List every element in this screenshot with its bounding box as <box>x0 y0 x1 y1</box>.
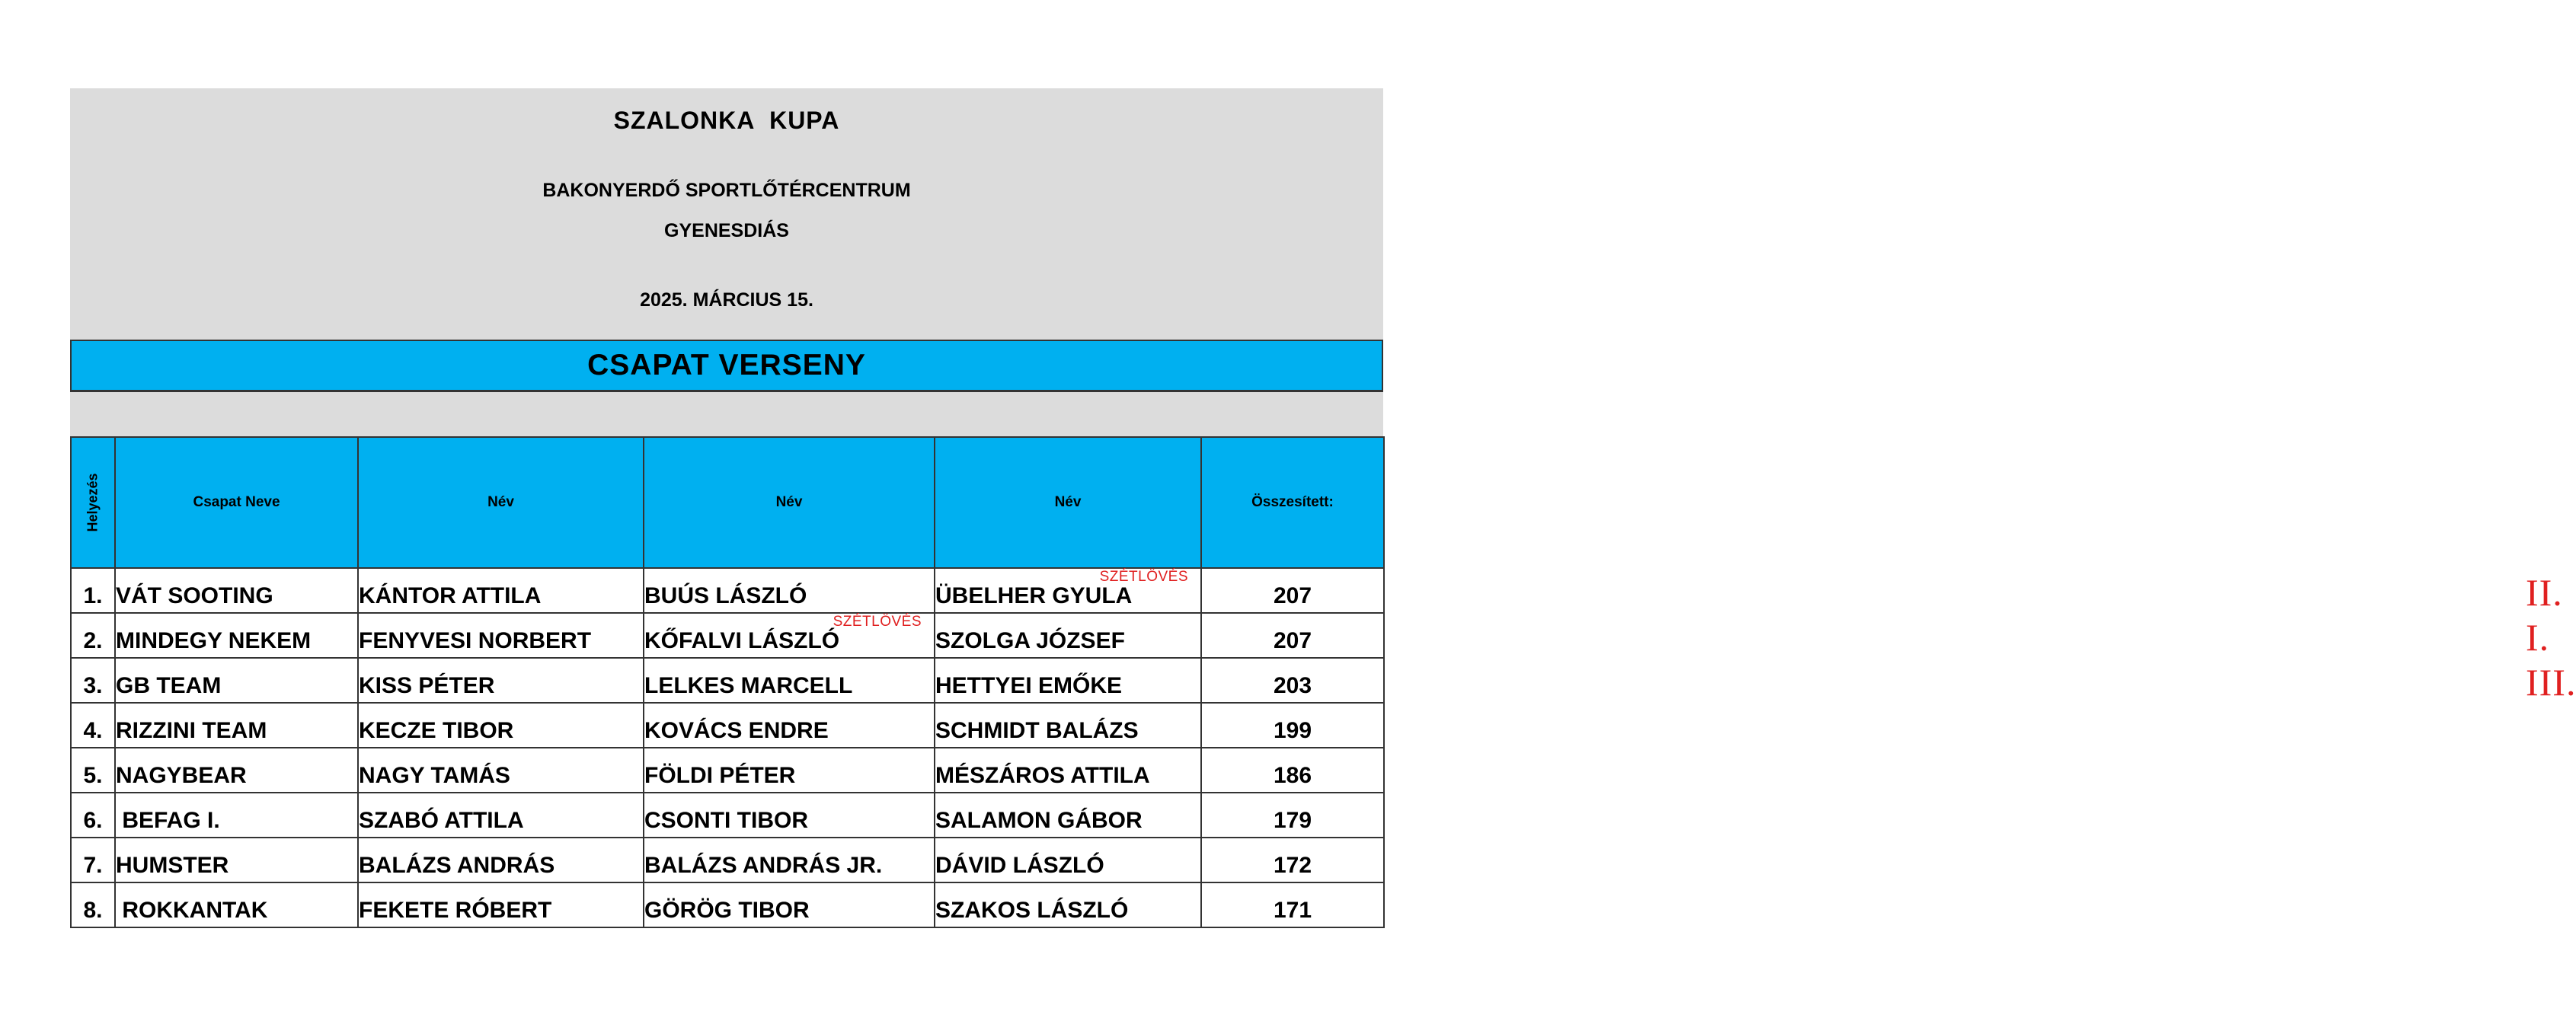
member-cell: CSONTI TIBOR <box>644 793 935 838</box>
total-cell: 171 <box>1201 882 1384 927</box>
venue-place: GYENESDIÁS <box>664 220 789 241</box>
shoot-off-note: SZÉTLÖVÉS <box>833 614 922 630</box>
member-cell: SZABÓ ATTILA <box>358 793 644 838</box>
rank-cell: 1. <box>71 568 115 613</box>
total-cell: 186 <box>1201 748 1384 793</box>
venue-name: BAKONYERDŐ SPORTLŐTÉRCENTRUM <box>542 180 911 201</box>
table-row <box>71 793 1384 838</box>
rank-cell: 3. <box>71 658 115 703</box>
page-title: SZALONKA KUPA <box>613 107 840 134</box>
column-header-name-3: Név <box>935 437 1201 568</box>
member-name: KŐFALVI LÁSZLÓ <box>644 628 840 653</box>
table-row <box>71 658 1384 703</box>
total-cell: 172 <box>1201 838 1384 882</box>
total-cell <box>1201 658 2576 704</box>
results-table <box>70 436 2576 928</box>
total-score: 203 <box>1273 673 1312 698</box>
member-cell: BUÚS LÁSZLÓ <box>644 568 935 613</box>
member-cell <box>644 613 935 658</box>
shoot-off-note: SZÉTLÖVÉS <box>1099 569 1188 585</box>
event-date: 2025. MÁRCIUS 15. <box>640 289 813 311</box>
member-cell: SZAKOS LÁSZLÓ <box>935 882 1201 927</box>
table-row <box>71 613 1384 658</box>
table-row <box>71 838 1384 882</box>
member-cell: GÖRÖG TIBOR <box>644 882 935 927</box>
header-block <box>70 88 1383 340</box>
member-cell: BALÁZS ANDRÁS JR. <box>644 838 935 882</box>
team-cell: ROKKANTAK <box>115 882 358 927</box>
column-header-total: Összesített: <box>1201 437 1384 568</box>
total-cell <box>1201 613 2550 659</box>
member-name: ÜBELHER GYULA <box>935 583 1133 608</box>
total-score: 207 <box>1273 583 1312 608</box>
member-cell: DÁVID LÁSZLÓ <box>935 838 1201 882</box>
table-row <box>71 568 1384 613</box>
table-row <box>71 703 1384 748</box>
section-banner: CSAPAT VERSENY <box>70 340 1383 392</box>
member-cell: LELKES MARCELL <box>644 658 935 703</box>
team-cell: VÁT SOOTING <box>115 568 358 613</box>
rank-cell: 4. <box>71 703 115 748</box>
member-cell: KISS PÉTER <box>358 658 644 703</box>
rank-cell: 5. <box>71 748 115 793</box>
member-cell: MÉSZÁROS ATTILA <box>935 748 1201 793</box>
member-cell: SZOLGA JÓZSEF <box>935 613 1201 658</box>
rank-cell: 6. <box>71 793 115 838</box>
team-cell: NAGYBEAR <box>115 748 358 793</box>
table-row <box>71 748 1384 793</box>
column-header-rank: Helyezés <box>71 437 115 568</box>
results-sheet <box>70 88 2576 928</box>
table-header-row <box>71 437 1384 568</box>
team-cell: MINDEGY NEKEM <box>115 613 358 658</box>
team-cell: RIZZINI TEAM <box>115 703 358 748</box>
placement-mark: III. <box>2526 661 2576 704</box>
column-header-name-2: Név <box>644 437 935 568</box>
placement-mark: I. <box>2526 616 2550 659</box>
total-cell <box>1201 568 2563 614</box>
member-cell: FEKETE RÓBERT <box>358 882 644 927</box>
member-cell: SALAMON GÁBOR <box>935 793 1201 838</box>
member-cell: HETTYEI EMŐKE <box>935 658 1201 703</box>
member-cell: KÁNTOR ATTILA <box>358 568 644 613</box>
rank-cell: 8. <box>71 882 115 927</box>
rank-cell: 7. <box>71 838 115 882</box>
team-cell: HUMSTER <box>115 838 358 882</box>
member-cell: FÖLDI PÉTER <box>644 748 935 793</box>
member-cell: BALÁZS ANDRÁS <box>358 838 644 882</box>
member-cell: FENYVESI NORBERT <box>358 613 644 658</box>
total-cell: 179 <box>1201 793 1384 838</box>
member-cell: NAGY TAMÁS <box>358 748 644 793</box>
rank-cell: 2. <box>71 613 115 658</box>
column-header-name-1: Név <box>358 437 644 568</box>
placement-mark: II. <box>2526 571 2563 614</box>
member-cell: KOVÁCS ENDRE <box>644 703 935 748</box>
total-cell: 199 <box>1201 703 1384 748</box>
total-score: 207 <box>1273 628 1312 653</box>
member-cell <box>935 568 1201 613</box>
column-header-team: Csapat Neve <box>115 437 358 568</box>
team-cell: BEFAG I. <box>115 793 358 838</box>
spacer-band <box>70 392 1383 436</box>
team-cell: GB TEAM <box>115 658 358 703</box>
member-cell: SCHMIDT BALÁZS <box>935 703 1201 748</box>
member-cell: KECZE TIBOR <box>358 703 644 748</box>
table-row <box>71 882 1384 927</box>
